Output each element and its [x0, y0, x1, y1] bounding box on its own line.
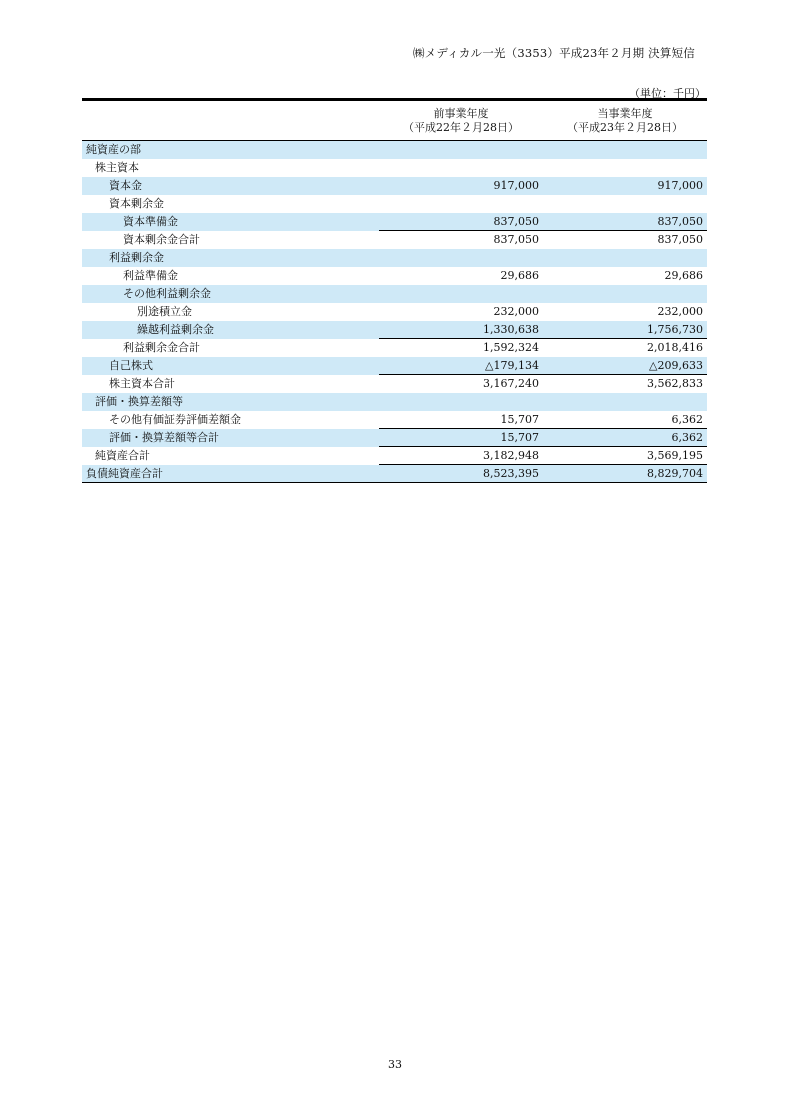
row-label: 別途積立金 — [137, 305, 192, 318]
table-row — [82, 339, 707, 357]
row-label: 利益準備金 — [123, 269, 178, 282]
row-label: 株主資本合計 — [109, 377, 175, 390]
table-row — [82, 177, 707, 195]
prev-period-value — [379, 393, 543, 411]
prev-period-value: △179,134 — [379, 357, 543, 375]
table-row — [82, 303, 707, 321]
prev-period-value — [379, 195, 543, 213]
prev-period-value: 1,330,638 — [379, 321, 543, 339]
prev-period-value: 15,707 — [500, 413, 539, 426]
prev-period-value: 3,182,948 — [379, 447, 543, 465]
header-curr-period — [543, 100, 707, 141]
row-label: 利益剰余金 — [82, 249, 379, 267]
prev-period-value — [379, 249, 543, 267]
row-label: 資本準備金 — [82, 213, 379, 231]
table-row — [82, 357, 707, 375]
table-row — [82, 447, 707, 465]
header-curr-line1: 当事業年度 — [597, 107, 653, 120]
table-row — [82, 393, 707, 411]
row-label: 繰越利益剰余金 — [82, 321, 379, 339]
header-prev-line2: （平成22年２月28日） — [403, 121, 519, 134]
prev-period-value: 837,050 — [379, 213, 543, 231]
curr-period-value — [543, 393, 707, 411]
row-label: その他利益剰余金 — [82, 285, 379, 303]
balance-sheet-table — [82, 98, 707, 483]
table-row — [82, 411, 707, 429]
curr-period-value: 837,050 — [543, 213, 707, 231]
prev-period-value: 232,000 — [493, 305, 539, 318]
curr-period-value: 3,569,195 — [543, 447, 707, 465]
curr-period-value: △209,633 — [543, 357, 707, 375]
prev-period-value: 1,592,324 — [379, 339, 543, 357]
row-label: 資本金 — [82, 177, 379, 195]
header-prev-period — [379, 100, 543, 141]
row-label: その他有価証券評価差額金 — [109, 413, 241, 426]
row-label: 資本剰余金合計 — [123, 233, 200, 246]
curr-period-value — [543, 195, 707, 213]
curr-period-value — [543, 141, 707, 159]
curr-period-value: 837,050 — [543, 231, 707, 249]
prev-period-value: 15,707 — [379, 429, 543, 447]
row-label: 資本剰余金 — [109, 197, 164, 210]
curr-period-value: 232,000 — [657, 305, 703, 318]
table-row — [82, 285, 707, 303]
table-row — [82, 465, 707, 483]
row-label: 純資産合計 — [95, 449, 150, 462]
table-header-row — [82, 100, 707, 141]
curr-period-value: 6,362 — [671, 413, 703, 426]
curr-period-value — [543, 159, 707, 177]
curr-period-value: 3,562,833 — [543, 375, 707, 393]
prev-period-value: 837,050 — [379, 231, 543, 249]
table-row — [82, 267, 707, 285]
curr-period-value: 1,756,730 — [543, 321, 707, 339]
table-row — [82, 141, 707, 159]
curr-period-value: 29,686 — [664, 269, 703, 282]
table-row — [82, 231, 707, 249]
prev-period-value — [379, 141, 543, 159]
row-label: 利益剰余金合計 — [123, 341, 200, 354]
curr-period-value — [543, 285, 707, 303]
table-row — [82, 375, 707, 393]
prev-period-value — [379, 285, 543, 303]
table-body — [82, 141, 707, 483]
page-number: 33 — [388, 1058, 402, 1071]
curr-period-value — [543, 249, 707, 267]
prev-period-value: 8,523,395 — [379, 465, 543, 483]
row-label: 自己株式 — [82, 357, 379, 375]
row-label: 評価・換算差額等合計 — [82, 429, 379, 447]
prev-period-value: 29,686 — [500, 269, 539, 282]
table-row — [82, 429, 707, 447]
table-row — [82, 159, 707, 177]
prev-period-value — [379, 159, 543, 177]
header-prev-line1: 前事業年度 — [433, 107, 489, 120]
curr-period-value: 8,829,704 — [543, 465, 707, 483]
prev-period-value: 3,167,240 — [379, 375, 543, 393]
row-label: 負債純資産合計 — [82, 465, 379, 483]
curr-period-value: 2,018,416 — [543, 339, 707, 357]
document-header-title: ㈱メディカル一光（3353）平成23年２月期 決算短信 — [412, 46, 695, 60]
table-row — [82, 195, 707, 213]
table-row — [82, 249, 707, 267]
prev-period-value: 917,000 — [379, 177, 543, 195]
row-label: 株主資本 — [95, 161, 139, 174]
table-row — [82, 213, 707, 231]
curr-period-value: 6,362 — [543, 429, 707, 447]
row-label: 評価・換算差額等 — [82, 393, 379, 411]
header-label-column — [82, 100, 379, 141]
table-row — [82, 321, 707, 339]
row-label: 純資産の部 — [82, 141, 379, 159]
header-curr-line2: （平成23年２月28日） — [567, 121, 683, 134]
unit-note: （単位：千円） — [629, 87, 706, 100]
curr-period-value: 917,000 — [543, 177, 707, 195]
